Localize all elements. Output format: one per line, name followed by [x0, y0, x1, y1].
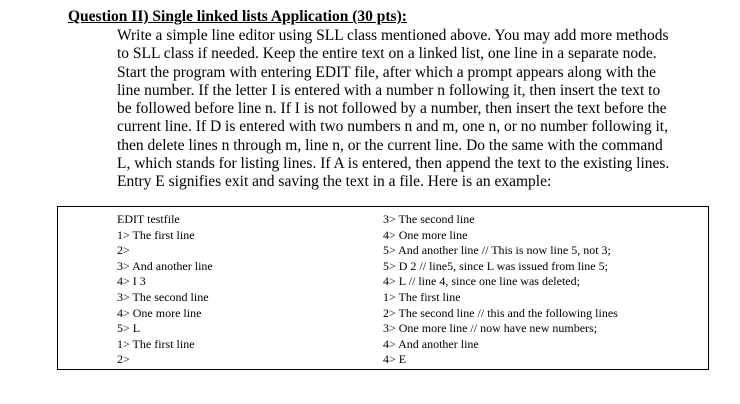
example-line: 5> D 2 // line5, since L was issued from line 5;	[383, 258, 608, 273]
paragraph-line: line number. If the letter I is entered with a number n following it, then insert the text to	[117, 81, 661, 99]
paragraph-line: to SLL class if needed. Keep the entire text on a linked list, one line in a separate node.	[117, 45, 657, 63]
example-line: 3> The second line	[383, 212, 475, 226]
example-line: 1> The first line	[117, 336, 195, 351]
paragraph-line: then delete lines n through m, line n, or the current line. Do the same with the command	[117, 136, 663, 154]
example-line: 3> The second line	[117, 289, 209, 304]
example-line: 3> And another line	[117, 258, 213, 273]
example-line: 2> The second line // this and the following lines	[383, 305, 618, 320]
example-line: EDIT testfile	[117, 212, 180, 226]
question-paragraph	[117, 27, 717, 192]
example-line: 1> The first line	[117, 227, 195, 242]
paragraph-line: L, which stands for listing lines. If A is entered, then append the text to the existing lines.	[117, 155, 670, 173]
example-left-column	[117, 212, 213, 368]
paragraph-line: be followed before line n. If I is not followed by a number, then insert the text before the	[117, 100, 667, 118]
example-line: 4> And another line	[383, 336, 479, 351]
example-right-column	[383, 212, 618, 368]
paragraph-line: Write a simple line editor using SLL class mentioned above. You may add more methods	[117, 27, 669, 44]
example-line: 3> One more line // now have new numbers;	[383, 321, 598, 336]
example-line: 4> E	[383, 352, 407, 367]
example-line: 4> One more line	[117, 305, 202, 320]
example-box	[57, 206, 709, 370]
example-line: 2>	[117, 352, 130, 367]
paragraph-line: Entry E signifies exit and saving the text in a file. Here is an example:	[117, 173, 552, 191]
paragraph-line: Start the program with entering EDIT file, after which a prompt appears along with the	[117, 63, 657, 81]
paragraph-line: current line. If D is entered with two numbers n and m, one n, or no number following it,	[117, 118, 668, 136]
example-line: 2>	[117, 243, 130, 258]
example-line: 4> One more line	[383, 227, 468, 242]
example-line: 4> I 3	[117, 274, 146, 289]
example-line: 5> L	[117, 321, 141, 336]
question-heading: Question II) Single linked lists Application (30 pts):	[68, 8, 407, 25]
example-line: 5> And another line // This is now line 5, not 3;	[383, 243, 611, 258]
example-line: 1> The first line	[383, 289, 461, 304]
example-line: 4> L // line 4, since one line was deleted;	[383, 274, 580, 289]
